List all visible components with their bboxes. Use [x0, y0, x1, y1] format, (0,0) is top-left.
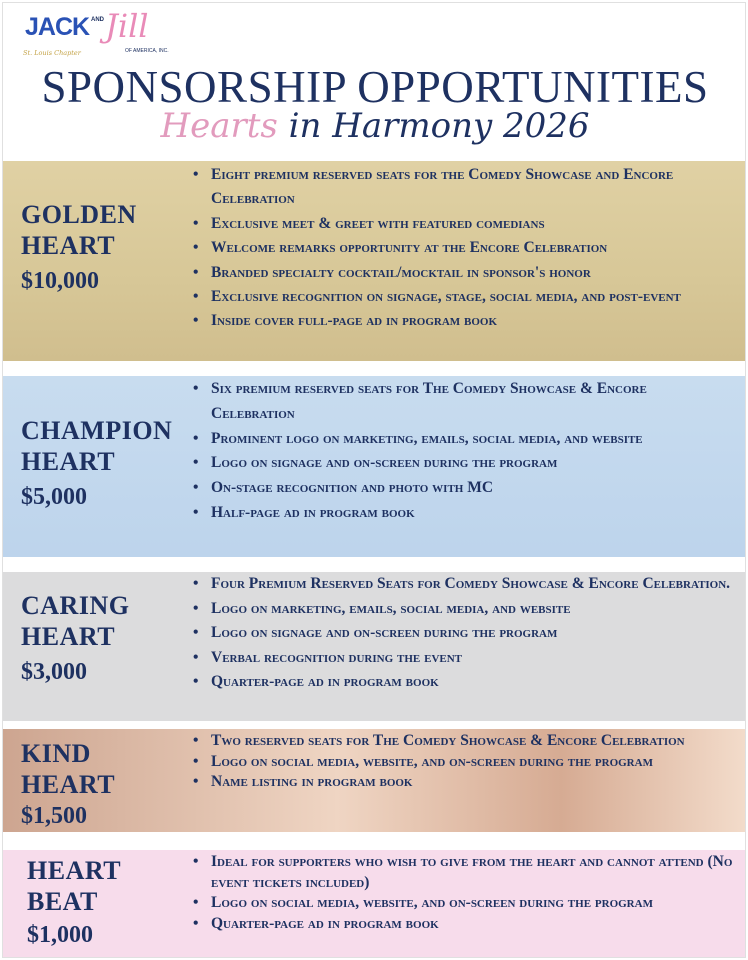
logo-jack-text: JACK — [25, 13, 90, 41]
tier-name-line1: CARING — [21, 591, 130, 620]
benefit-item: • Inside cover full-page ad in program book — [193, 309, 733, 333]
tier-name-line2: HEART — [21, 622, 116, 652]
tier-golden-heart — [3, 161, 746, 361]
benefit-item: • Name listing in program book — [193, 772, 733, 793]
tier-name-line2: HEART — [21, 447, 116, 477]
tier-heart-beat — [3, 850, 746, 958]
tier-name-line1: HEART — [27, 856, 122, 885]
event-subtitle — [3, 106, 746, 146]
benefit-item: • Verbal recognition during the event — [193, 646, 733, 671]
logo-chapter-text: St. Louis Chapter — [23, 49, 81, 57]
logo-inc-text: OF AMERICA, INC. — [125, 48, 169, 54]
tier-name-line2: BEAT — [27, 887, 98, 917]
logo-and-text: AND — [91, 17, 104, 23]
benefit-item: • Logo on signage and on-screen during the program — [193, 451, 733, 476]
tier-price: $10,000 — [21, 268, 99, 295]
benefit-item: • Exclusive recognition on signage, stage, social media, and post-event — [193, 285, 733, 309]
benefit-list — [193, 572, 733, 695]
tier-price: $1,500 — [21, 803, 87, 830]
tier-price: $1,000 — [27, 922, 93, 949]
benefit-item: • Two reserved seats for The Comedy Showcase & Encore Celebration — [193, 731, 733, 752]
benefit-item: • Ideal for supporters who wish to give from the heart and cannot attend (No event tickets included) — [193, 852, 733, 893]
tier-price: $5,000 — [21, 484, 87, 511]
benefit-item: • Half-page ad in program book — [193, 501, 733, 526]
benefit-item: • Logo on signage and on-screen during the program — [193, 621, 733, 646]
tier-name — [21, 415, 172, 512]
benefit-item: • Quarter-page ad in program book — [193, 670, 733, 695]
benefit-item: • Eight premium reserved seats for the Comedy Showcase and Encore Celebration — [193, 163, 733, 212]
tier-name-line2: HEART — [21, 770, 116, 800]
benefit-item: • Logo on marketing, emails, social media, and website — [193, 597, 733, 622]
benefit-item: • Branded specialty cocktail/mocktail in sponsor's honor — [193, 261, 733, 285]
tier-name — [21, 590, 129, 687]
tier-name — [21, 738, 115, 831]
subtitle-hearts: Hearts — [160, 106, 278, 146]
tier-name-line2: HEART — [21, 231, 116, 261]
benefit-item: • Six premium reserved seats for The Comedy Showcase & Encore Celebration — [193, 377, 733, 427]
benefit-list — [193, 377, 733, 526]
benefit-item: • On-stage recognition and photo with MC — [193, 476, 733, 501]
page-title: SPONSORSHIP OPPORTUNITIES — [41, 62, 709, 112]
tier-name-line1: CHAMPION — [21, 416, 173, 445]
benefit-item: • Welcome remarks opportunity at the Encore Celebration — [193, 236, 733, 260]
tier-name — [27, 855, 121, 950]
tier-price: $3,000 — [21, 659, 87, 686]
benefit-item: • Logo on social media, website, and on-screen during the program — [193, 893, 733, 914]
subtitle-harmony: in Harmony 2026 — [288, 106, 590, 146]
benefit-item: • Exclusive meet & greet with featured comedians — [193, 212, 733, 236]
benefit-item: • Logo on social media, website, and on-screen during the program — [193, 752, 733, 773]
benefit-list — [193, 163, 733, 334]
benefit-item: • Four Premium Reserved Seats for Comedy Showcase & Encore Celebration. — [193, 572, 733, 597]
benefit-item: • Prominent logo on marketing, emails, social media, and website — [193, 427, 733, 452]
tier-name-line1: GOLDEN — [21, 200, 137, 229]
flyer-page — [2, 2, 746, 958]
benefit-list — [193, 731, 733, 793]
tier-kind-heart — [3, 729, 746, 832]
tier-name — [21, 199, 137, 296]
benefit-item: • Quarter-page ad in program book — [193, 914, 733, 935]
benefit-list — [193, 852, 733, 934]
logo-jill-text: Jill — [105, 7, 149, 45]
tier-champion-heart — [3, 376, 746, 557]
tier-name-line1: KIND — [21, 739, 91, 768]
tier-caring-heart — [3, 572, 746, 721]
